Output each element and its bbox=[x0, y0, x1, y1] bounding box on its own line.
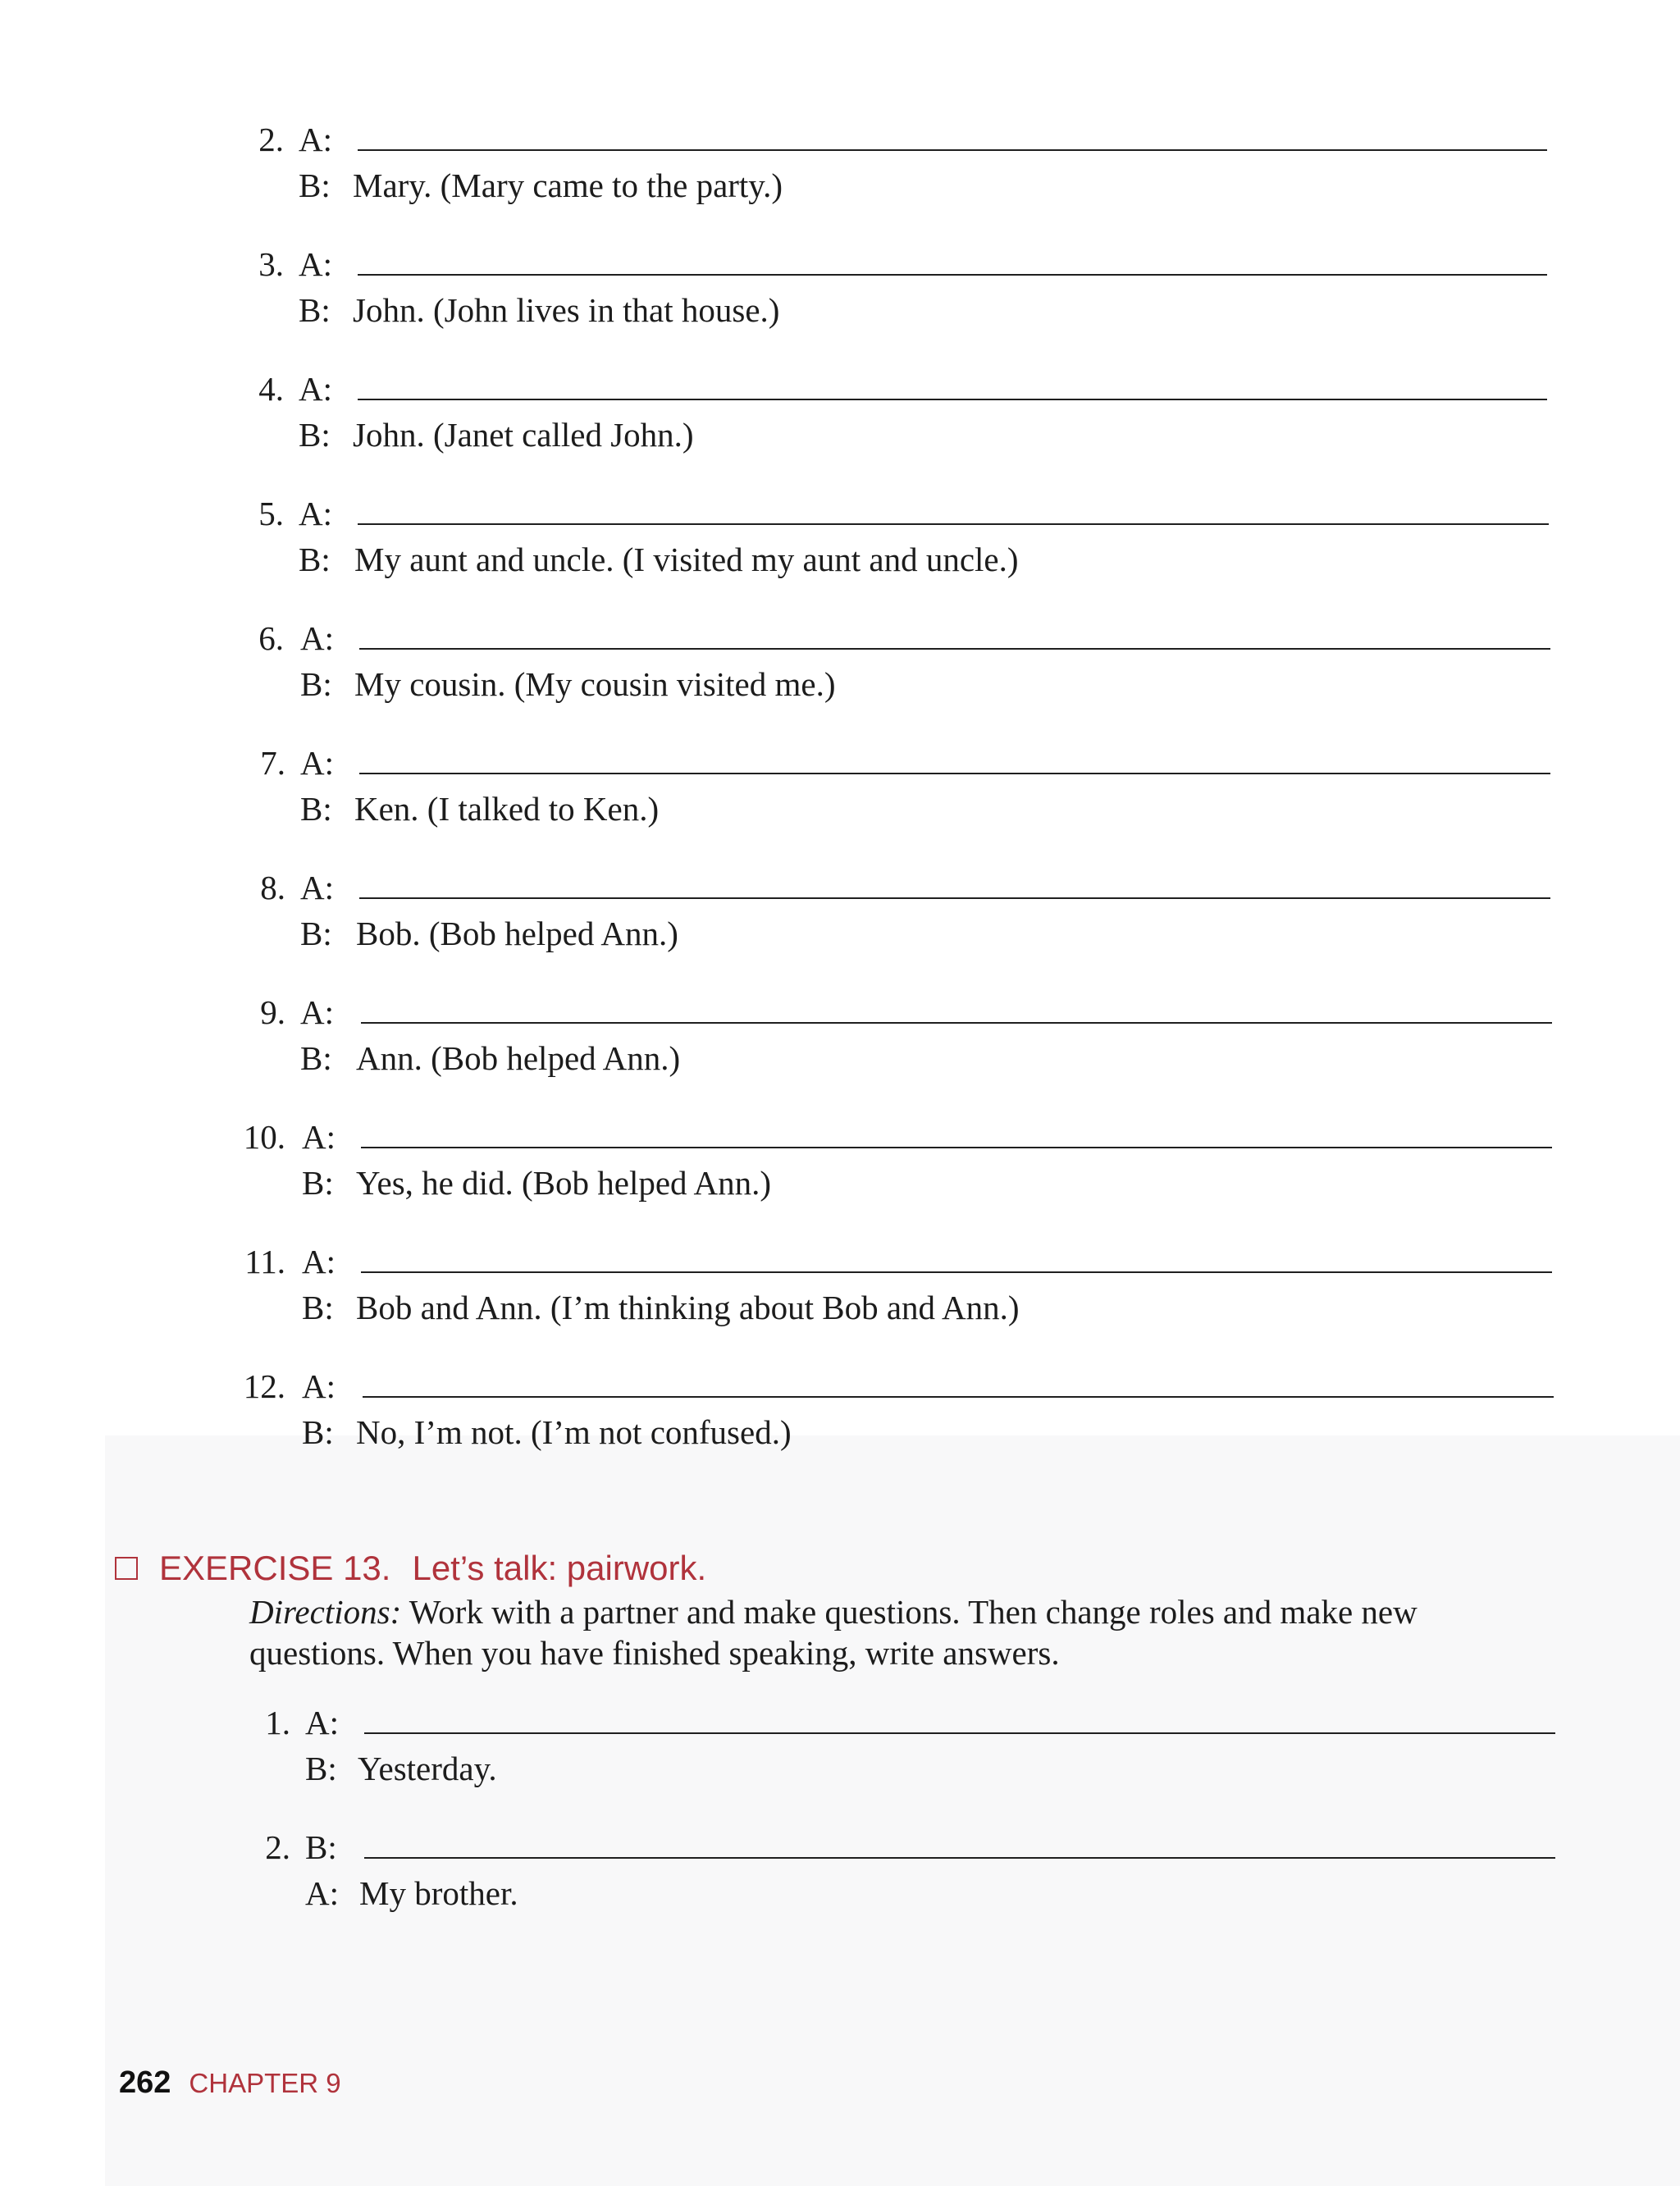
response-text: My aunt and uncle. (I visited my aunt and uncle.) bbox=[354, 541, 1019, 578]
answer-line[interactable] bbox=[359, 648, 1550, 650]
item-number: 3. bbox=[258, 245, 284, 283]
item-number: 1. bbox=[265, 1704, 290, 1741]
speaker-a-label: A: bbox=[299, 495, 332, 532]
chapter-label: CHAPTER 9 bbox=[189, 2068, 341, 2098]
list-item bbox=[0, 1117, 1680, 1207]
list-item bbox=[0, 743, 1680, 833]
list-item bbox=[0, 1367, 1680, 1457]
response-text: Yes, he did. (Bob helped Ann.) bbox=[356, 1164, 772, 1202]
item-number: 7. bbox=[260, 744, 285, 782]
page-number: 262 bbox=[119, 2065, 171, 2100]
exercise-directions bbox=[249, 1591, 1529, 1673]
speaker-b-label: B: bbox=[300, 790, 332, 828]
directions-text: Work with a partner and make questions. Then change roles and make new questions. When you have finished speaking, write answers. bbox=[249, 1593, 1418, 1672]
answer-line[interactable] bbox=[361, 1271, 1552, 1273]
response-text: Mary. (Mary came to the party.) bbox=[353, 167, 783, 204]
speaker-a-label: A: bbox=[302, 1367, 336, 1405]
answer-line[interactable] bbox=[358, 399, 1547, 400]
response-text: My brother. bbox=[359, 1874, 518, 1912]
speaker-b-label: B: bbox=[299, 167, 331, 204]
list-item bbox=[0, 369, 1680, 459]
item-number: 6. bbox=[258, 619, 284, 657]
speaker-b-label: B: bbox=[300, 915, 332, 952]
speaker-b-label: B: bbox=[302, 1413, 334, 1451]
list-item bbox=[0, 1828, 1680, 1918]
speaker-b-label: B: bbox=[302, 1289, 334, 1326]
response-text: Ann. (Bob helped Ann.) bbox=[356, 1039, 681, 1077]
answer-line[interactable] bbox=[358, 149, 1547, 151]
speaker-b-label: B: bbox=[305, 1750, 337, 1787]
answer-line[interactable] bbox=[363, 1396, 1554, 1398]
speaker-a-label: A: bbox=[299, 121, 332, 158]
list-item bbox=[0, 868, 1680, 958]
item-number: 12. bbox=[243, 1367, 285, 1405]
item-number: 2. bbox=[258, 121, 284, 158]
list-item bbox=[0, 244, 1680, 335]
item-number: 9. bbox=[260, 993, 285, 1031]
checkbox-icon[interactable] bbox=[115, 1557, 138, 1580]
speaker-b-label: B: bbox=[299, 416, 331, 454]
exercise-title: Let’s talk: pairwork. bbox=[412, 1549, 707, 1587]
speaker-a-label: A: bbox=[300, 619, 334, 657]
speaker-b-label: B: bbox=[302, 1164, 334, 1202]
list-item bbox=[0, 494, 1680, 584]
response-text: John. (Janet called John.) bbox=[353, 416, 694, 454]
directions-label: Directions: bbox=[249, 1593, 402, 1631]
speaker-a-label: A: bbox=[300, 744, 334, 782]
list-item bbox=[0, 993, 1680, 1083]
speaker-b-label: A: bbox=[305, 1874, 339, 1912]
item-number: 8. bbox=[260, 869, 285, 906]
speaker-b-label: B: bbox=[300, 665, 332, 703]
response-text: John. (John lives in that house.) bbox=[353, 291, 780, 329]
answer-line[interactable] bbox=[359, 897, 1550, 899]
answer-line[interactable] bbox=[364, 1857, 1555, 1859]
speaker-a-label: A: bbox=[299, 370, 332, 408]
speaker-a-label: A: bbox=[299, 245, 332, 283]
speaker-a-label: A: bbox=[300, 869, 334, 906]
item-number: 10. bbox=[243, 1118, 285, 1156]
speaker-a-label: A: bbox=[300, 993, 334, 1031]
speaker-b-label: B: bbox=[300, 1039, 332, 1077]
item-number: 4. bbox=[258, 370, 284, 408]
speaker-a-label: A: bbox=[302, 1243, 336, 1280]
list-item bbox=[0, 120, 1680, 210]
response-text: My cousin. (My cousin visited me.) bbox=[354, 665, 836, 703]
answer-line[interactable] bbox=[361, 1147, 1552, 1148]
answer-line[interactable] bbox=[358, 523, 1549, 525]
item-number: 11. bbox=[244, 1243, 285, 1280]
speaker-a-label: A: bbox=[302, 1118, 336, 1156]
speaker-b-label: B: bbox=[299, 541, 331, 578]
answer-line[interactable] bbox=[358, 274, 1547, 276]
answer-line[interactable] bbox=[364, 1732, 1555, 1734]
response-text: Yesterday. bbox=[358, 1750, 497, 1787]
answer-line[interactable] bbox=[361, 1022, 1552, 1024]
response-text: Bob. (Bob helped Ann.) bbox=[356, 915, 678, 952]
item-number: 2. bbox=[265, 1828, 290, 1866]
list-item bbox=[0, 1242, 1680, 1332]
speaker-b-label: B: bbox=[299, 291, 331, 329]
response-text: Bob and Ann. (I’m thinking about Bob and Ann.) bbox=[356, 1289, 1020, 1326]
speaker-a-label: B: bbox=[305, 1828, 337, 1866]
response-text: Ken. (I talked to Ken.) bbox=[354, 790, 660, 828]
list-item bbox=[0, 1703, 1680, 1793]
response-text: No, I’m not. (I’m not confused.) bbox=[356, 1413, 792, 1451]
item-number: 5. bbox=[258, 495, 284, 532]
exercise-heading bbox=[115, 1549, 706, 1588]
speaker-a-label: A: bbox=[305, 1704, 339, 1741]
list-item bbox=[0, 618, 1680, 709]
answer-line[interactable] bbox=[359, 773, 1550, 774]
page-footer bbox=[119, 2065, 341, 2101]
exercise-label: EXERCISE 13. bbox=[159, 1549, 391, 1587]
